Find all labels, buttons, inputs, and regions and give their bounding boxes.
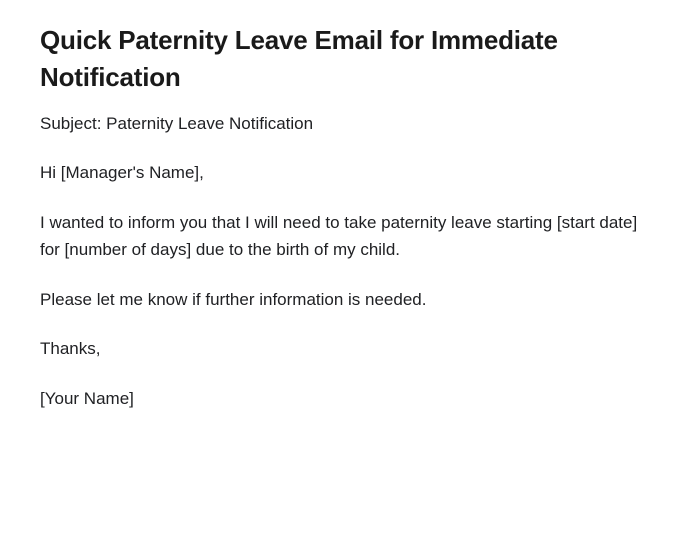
email-body-paragraph: I wanted to inform you that I will need to take paternity leave starting [start date] for [number of days] due to the birth of my child. [40, 212, 638, 260]
email-greeting: Hi [Manager's Name], [40, 163, 204, 183]
email-subject-line: Subject: Paternity Leave Notification [40, 113, 314, 133]
email-signature-name: [Your Name] [40, 389, 134, 408]
page-title: Quick Paternity Leave Email for Immediate Notification [40, 25, 558, 92]
email-closing-request: Please let me know if further information is needed. [40, 289, 427, 309]
email-signoff: Thanks, [40, 339, 101, 359]
